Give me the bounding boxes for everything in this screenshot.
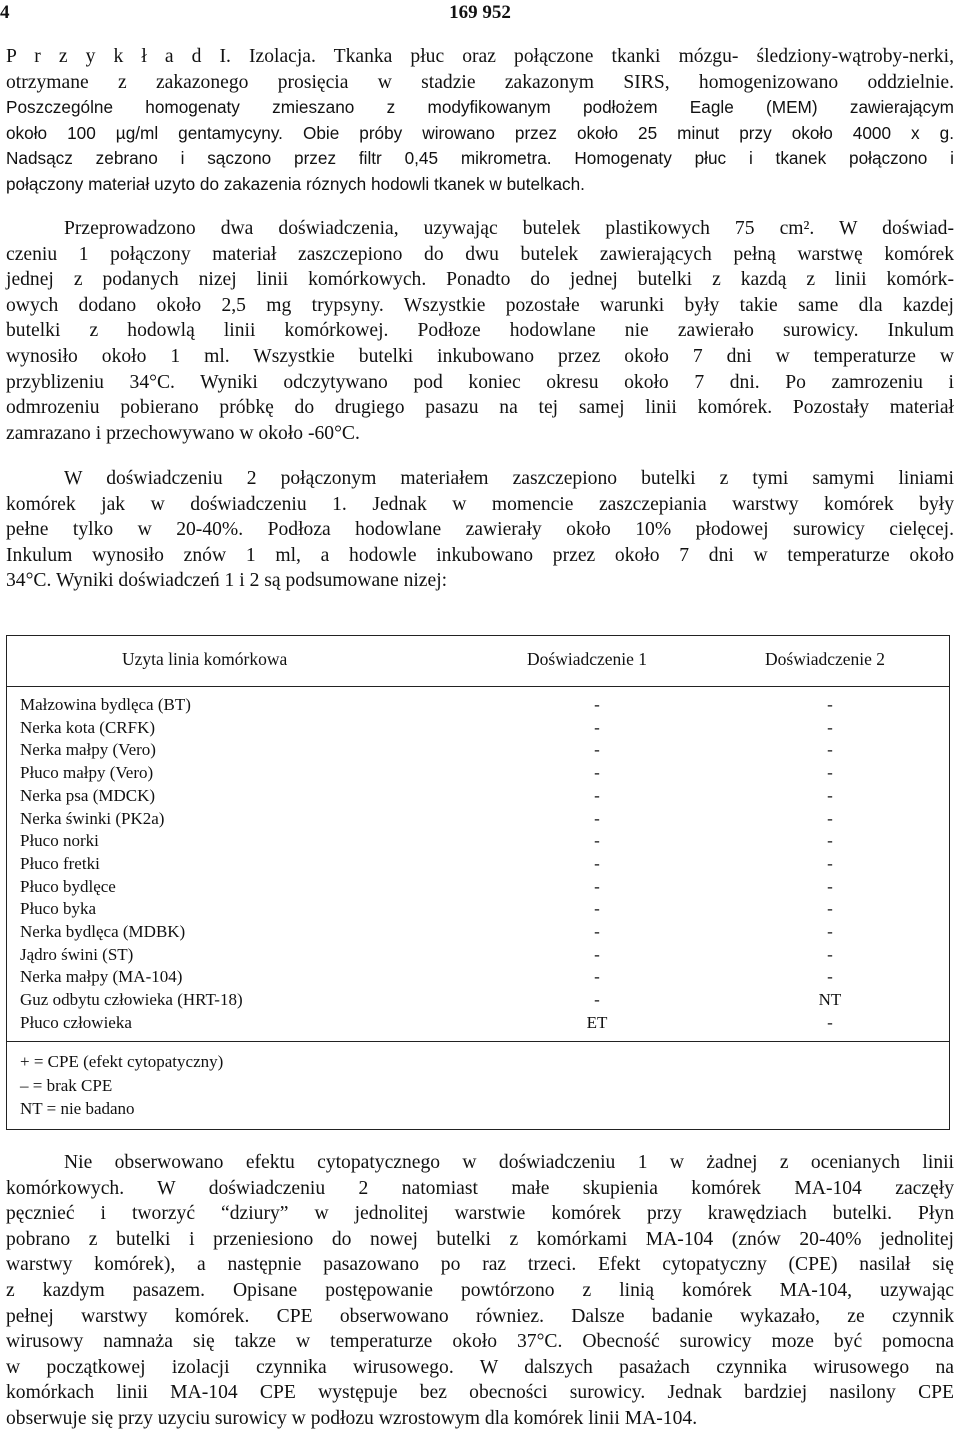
text-line: W doświadczeniu 2 połączonym materiałem zaszczepiono butelki z tymi samymi liniami (64, 468, 954, 489)
table-row (7, 695, 949, 718)
paragraph-4 (6, 1150, 954, 1432)
cell-line-name: Nerka psa (MDCK) (20, 785, 156, 805)
experiment-1-result: - (594, 990, 600, 1010)
text-line: pełne tylko w 20-40%. Podłoza hodowlane zawierały około 10% płodowej surowicy cielęcej. (6, 519, 954, 541)
text-line: około 100 µg/ml gentamycyny. Obie próby wirowano przez około 25 minut przy około 4000 x g. (6, 122, 954, 143)
experiment-1-result: - (594, 763, 600, 783)
legend-item: + = CPE (efekt cytopatyczny) (20, 1052, 224, 1071)
text-line: pełnej warstwy komórek. CPE obserwowano równiez. Dalsze badanie wykazało, ze czynnik (6, 1305, 954, 1327)
experiment-1-result: - (594, 853, 600, 873)
table-row (7, 922, 949, 945)
cell-line-name: Nerka małpy (MA-104) (20, 967, 183, 987)
experiment-2-result: - (827, 831, 833, 851)
experiment-1-result: - (594, 740, 600, 760)
column-header-experiment-1: Doświadczenie 1 (527, 649, 648, 669)
text-line: komórkach linii MA-104 CPE występuje bez obecności surowicy. Jednak bardziej nasilony CPE (6, 1382, 954, 1404)
table-row (7, 945, 949, 968)
text-line: z kazdym pasazem. Opisane postępowanie powtórzono z linią komórek MA-104, uzywając (6, 1279, 954, 1301)
table-divider (7, 1041, 949, 1042)
experiment-2-result: - (827, 808, 833, 828)
experiment-2-result: - (827, 763, 833, 783)
text-line: czeniu 1 połączony materiał zaszczepiono do dwu butelek zawierających pełną warstwę komórek (6, 243, 954, 265)
experiment-2-result: - (827, 967, 833, 987)
table-row (7, 809, 949, 832)
cell-line-name: Płuco człowieka (20, 1012, 132, 1032)
table-row (7, 786, 949, 809)
table-divider (7, 686, 949, 687)
text-line: obserwuje się przy uzyciu surowicy w podłozu wzrostowym dla komórek linii MA-104. (6, 1407, 698, 1429)
table-row (7, 967, 949, 990)
table-row (7, 740, 949, 763)
cell-line-name: Nerka bydlęca (MDBK) (20, 922, 186, 941)
text-line: Nadsącz zebrano i sączono przez filtr 0,45 mikrometra. Homogenaty płuc i tkanek połączono i (6, 148, 954, 169)
experiment-1-result: - (594, 695, 600, 714)
table-row (7, 854, 949, 877)
cell-line-name: Płuco małpy (Vero) (20, 763, 154, 783)
cell-line-name: Płuco bydlęce (20, 876, 116, 896)
experiment-2-result: - (827, 717, 833, 737)
text-line: Inkulum wynosiło znów 1 ml, a hodowle inkubowano przez około 7 dni w temperaturze około (6, 544, 954, 566)
text-line: pęcznieć i tworzyć “dziury” w jednolitej warstwie komórek przy krawędziach butelki. Płyn (6, 1203, 954, 1225)
text-line: przyblizeniu 34°C. Wyniki odczytywano pod koniec okresu około 7 dni. Po zamrozeniu i (6, 371, 954, 393)
column-header-experiment-2: Doświadczenie 2 (765, 649, 886, 669)
experiment-1-result: - (594, 922, 600, 941)
experiment-2-result: - (827, 1012, 833, 1032)
document-number: 169 952 (449, 2, 511, 23)
experiment-1-result: - (594, 785, 600, 805)
paragraph-3 (6, 466, 954, 594)
text-line: odmrozeniu pobierano próbkę do drugiego pasazu na tej samej linii komórek. Pozostały materiał (6, 397, 954, 419)
cell-line-name: Nerka kota (CRFK) (20, 717, 156, 737)
experiment-1-result: - (594, 717, 600, 737)
text-line: warstwy komórek), a następnie pasazowano po raz trzeci. Efekt cytopatyczny (CPE) nasilał się (6, 1254, 954, 1276)
table-row (7, 718, 949, 741)
experiment-2-result: - (827, 876, 833, 896)
experiment-1-result: ET (586, 1012, 608, 1032)
cell-line-name: Guz odbytu człowieka (HRT-18) (20, 990, 243, 1010)
legend-item: NT = nie badano (20, 1099, 135, 1118)
cell-line-name: Płuco fretki (20, 853, 100, 873)
cell-line-name: Płuco norki (20, 831, 99, 851)
table-row (7, 1013, 949, 1036)
experiment-1-result: - (594, 808, 600, 828)
results-table (6, 635, 950, 1130)
experiment-1-result: - (594, 944, 600, 964)
page-number: 4 (0, 2, 10, 23)
experiment-1-result: - (594, 967, 600, 987)
text-line: P r z y k ł a d I. Izolacja. Tkanka płuc oraz połączone tkanki mózgu- śledziony-wątroby-nerki, (6, 46, 954, 67)
text-line: wirusowy namnaża się takze w temperaturze około 37°C. Obecność surowicy moze być pomocna (6, 1331, 954, 1353)
table-row (7, 990, 949, 1013)
experiment-2-result: - (827, 922, 833, 941)
text-line: pobrano z butelki i przeniesiono do nowej butelki z komórkami MA-104 (znów 20-40% jednolitej (6, 1228, 954, 1250)
experiment-2-result: - (827, 944, 833, 964)
experiment-1-result: - (594, 876, 600, 896)
paragraph-1 (6, 44, 954, 198)
column-header-cell-line: Uzyta linia komórkowa (122, 649, 288, 669)
table-row (7, 763, 949, 786)
cell-line-name: Płuco byka (20, 899, 97, 919)
cell-line-name: Nerka świnki (PK2a) (20, 808, 165, 828)
text-line: Nie obserwowano efektu cytopatycznego w doświadczeniu 1 w żadnej z ocenianych linii (64, 1152, 954, 1173)
text-line: zamrazano i przechowywano w około -60°C. (6, 422, 360, 444)
cell-line-name: Małzowina bydlęca (BT) (20, 695, 191, 714)
experiment-2-result: NT (818, 990, 842, 1010)
text-line: połączony materiał uzyto do zakazenia róznych hodowli tkanek w butelkach. (6, 173, 585, 194)
legend-item: – = brak CPE (20, 1076, 113, 1095)
cell-line-name: Jądro świni (ST) (20, 944, 134, 964)
text-line: butelki z hodowlą linii komórkowej. Podłoze hodowlane nie zawierało surowicy. Inkulum (6, 320, 954, 342)
experiment-2-result: - (827, 740, 833, 760)
text-line: komórek jak w doświadczeniu 1. Jednak w momencie zaszczepiania warstwy komórek były (6, 493, 954, 515)
text-line: jednej z podanych nizej linii komórkowych. Ponadto do jednej butelki z kazdą z linii komórk- (6, 269, 954, 291)
experiment-2-result: - (827, 899, 833, 919)
text-line: 34°C. Wyniki doświadczeń 1 i 2 są podsumowane nizej: (6, 570, 448, 592)
text-line: komórkowych. W doświadczeniu 2 natomiast małe skupienia komórek MA-104 zaczęły (6, 1177, 954, 1199)
text-line: w początkowej izolacji czynnika wirusowego. W dalszych pasażach czynnika wirusowego na (6, 1356, 954, 1378)
paragraph-2 (6, 216, 954, 446)
text-line: otrzymane z zakazonego prosięcia w stadzie zakazonym SIRS, homogenizowano oddzielnie. (6, 71, 954, 93)
text-line: owych dodano około 2,5 mg trypsyny. Wszystkie pozostałe warunki były takie same dla kazdej (6, 294, 954, 316)
text-line: Poszczególne homogenaty zmieszano z modyfikowanym podłożem Eagle (MEM) zawierającym (6, 97, 954, 118)
text-line: wynosiło około 1 ml. Wszystkie butelki inkubowano przez około 7 dni w temperaturze w (6, 345, 954, 367)
table-row (7, 899, 949, 922)
experiment-2-result: - (827, 695, 833, 714)
table-row (7, 877, 949, 900)
cell-line-name: Nerka małpy (Vero) (20, 740, 156, 760)
experiment-2-result: - (827, 853, 833, 873)
text-line: Przeprowadzono dwa doświadczenia, uzywając butelek plastikowych 75 cm². W doświad- (64, 218, 954, 239)
table-row (7, 831, 949, 854)
experiment-2-result: - (827, 785, 833, 805)
experiment-1-result: - (594, 831, 600, 851)
experiment-1-result: - (594, 899, 600, 919)
